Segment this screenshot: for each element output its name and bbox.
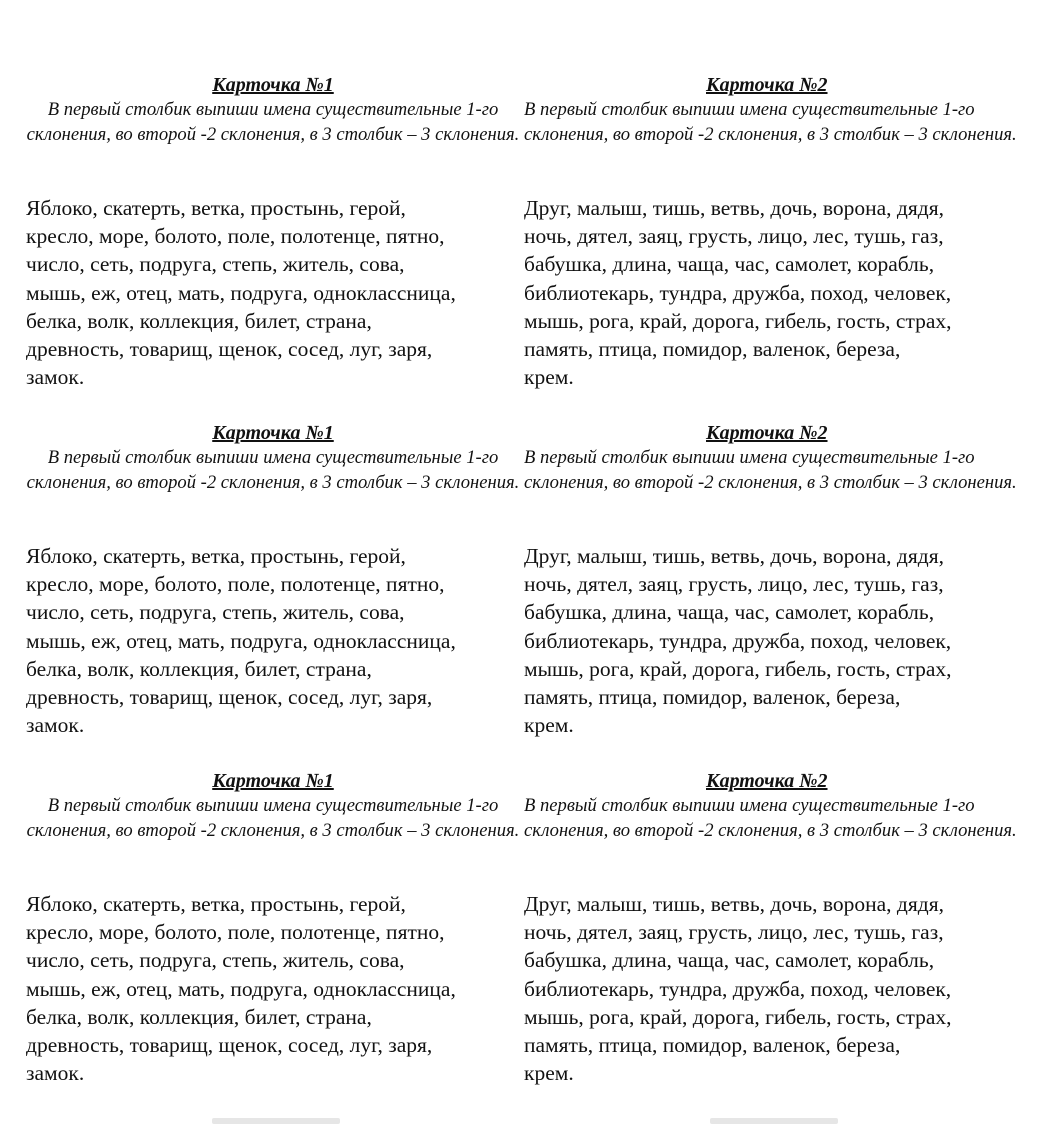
word-line: замок. [26, 713, 85, 738]
word-list [26, 542, 456, 739]
card-title: Карточка №2 [706, 770, 828, 792]
card-3-left [26, 769, 520, 1086]
word-line: Яблоко, скатерть, ветка, простынь, герой, [26, 196, 406, 220]
word-line: крем. [524, 1061, 574, 1086]
word-line: замок. [26, 365, 85, 390]
card-1-right [524, 73, 1018, 390]
word-line: Друг, малыш, тишь, ветвь, дочь, ворона, дядя, [524, 544, 944, 568]
word-line: ночь, дятел, заяц, грусть, лицо, лес, тушь, газ, [524, 920, 944, 945]
word-line: библиотекарь, тундра, дружба, поход, человек, [524, 976, 952, 1001]
word-line: Друг, малыш, тишь, ветвь, дочь, ворона, дядя, [524, 892, 944, 916]
word-line: белка, волк, коллекция, билет, страна, [26, 656, 372, 681]
card-2-left [26, 421, 520, 738]
word-line: белка, волк, коллекция, билет, страна, [26, 308, 372, 333]
word-line: кресло, море, болото, поле, полотенце, пятно, [26, 572, 445, 597]
card-row-1 [0, 73, 1047, 413]
card-instruction: В первый столбик выпиши имена существительные 1-го склонения, во второй -2 склонения, в 3 столбик – 3 склонения. [524, 447, 1017, 493]
card-instruction: В первый столбик выпиши имена существительные 1-го склонения, во второй -2 склонения, в 3 столбик – 3 склонения. [524, 795, 1017, 841]
card-row-3 [0, 769, 1047, 1109]
word-line: бабушка, длина, чаща, час, самолет, корабль, [524, 600, 935, 625]
card-title: Карточка №1 [212, 74, 334, 96]
word-line: кресло, море, болото, поле, полотенце, пятно, [26, 920, 445, 945]
card-instruction: В первый столбик выпиши имена существительные 1-го склонения, во второй -2 склонения, в 3 столбик – 3 склонения. [26, 447, 520, 493]
card-row-2 [0, 421, 1047, 761]
card-title: Карточка №1 [212, 770, 334, 792]
word-line: крем. [524, 365, 574, 390]
word-line: число, сеть, подруга, степь, житель, сова, [26, 600, 405, 625]
card-instruction: В первый столбик выпиши имена существительные 1-го склонения, во второй -2 склонения, в 3 столбик – 3 склонения. [26, 795, 520, 841]
card-instruction: В первый столбик выпиши имена существительные 1-го склонения, во второй -2 склонения, в 3 столбик – 3 склонения. [524, 99, 1017, 145]
word-line: ночь, дятел, заяц, грусть, лицо, лес, тушь, газ, [524, 224, 944, 249]
word-line: Друг, малыш, тишь, ветвь, дочь, ворона, дядя, [524, 196, 944, 220]
word-line: память, птица, помидор, валенок, береза, [524, 1032, 901, 1057]
word-line: мышь, еж, отец, мать, подруга, одноклассница, [26, 976, 456, 1001]
word-line: Яблоко, скатерть, ветка, простынь, герой, [26, 892, 406, 916]
card-3-right [524, 769, 1018, 1086]
word-list [524, 890, 952, 1087]
card-title: Карточка №2 [706, 74, 828, 96]
word-line: древность, товарищ, щенок, сосед, луг, заря, [26, 684, 433, 709]
card-instruction: В первый столбик выпиши имена существительные 1-го склонения, во второй -2 склонения, в 3 столбик – 3 склонения. [26, 99, 520, 145]
card-title: Карточка №1 [212, 422, 334, 444]
word-list [524, 542, 952, 739]
word-line: мышь, еж, отец, мать, подруга, одноклассница, [26, 280, 456, 305]
card-title: Карточка №2 [706, 422, 828, 444]
word-line: Яблоко, скатерть, ветка, простынь, герой, [26, 544, 406, 568]
word-line: крем. [524, 713, 574, 738]
word-list [524, 194, 952, 391]
word-line: белка, волк, коллекция, билет, страна, [26, 1004, 372, 1029]
word-line: замок. [26, 1061, 85, 1086]
card-1-left [26, 73, 520, 390]
word-line: мышь, рога, край, дорога, гибель, гость, страх, [524, 1004, 952, 1029]
word-line: число, сеть, подруга, степь, житель, сова, [26, 948, 405, 973]
word-list [26, 194, 456, 391]
next-row-cutoff [0, 1115, 1047, 1123]
word-line: память, птица, помидор, валенок, береза, [524, 684, 901, 709]
word-line: мышь, рога, край, дорога, гибель, гость, страх, [524, 308, 952, 333]
word-line: ночь, дятел, заяц, грусть, лицо, лес, тушь, газ, [524, 572, 944, 597]
word-line: библиотекарь, тундра, дружба, поход, человек, [524, 280, 952, 305]
word-line: мышь, еж, отец, мать, подруга, одноклассница, [26, 628, 456, 653]
word-line: древность, товарищ, щенок, сосед, луг, заря, [26, 336, 433, 361]
card-2-right [524, 421, 1018, 738]
cutoff-title-left [212, 1118, 340, 1124]
word-line: бабушка, длина, чаща, час, самолет, корабль, [524, 252, 935, 277]
word-line: древность, товарищ, щенок, сосед, луг, заря, [26, 1032, 433, 1057]
word-line: мышь, рога, край, дорога, гибель, гость, страх, [524, 656, 952, 681]
word-list [26, 890, 456, 1087]
word-line: бабушка, длина, чаща, час, самолет, корабль, [524, 948, 935, 973]
word-line: число, сеть, подруга, степь, житель, сова, [26, 252, 405, 277]
word-line: память, птица, помидор, валенок, береза, [524, 336, 901, 361]
cutoff-title-right [710, 1118, 838, 1124]
word-line: библиотекарь, тундра, дружба, поход, человек, [524, 628, 952, 653]
word-line: кресло, море, болото, поле, полотенце, пятно, [26, 224, 445, 249]
